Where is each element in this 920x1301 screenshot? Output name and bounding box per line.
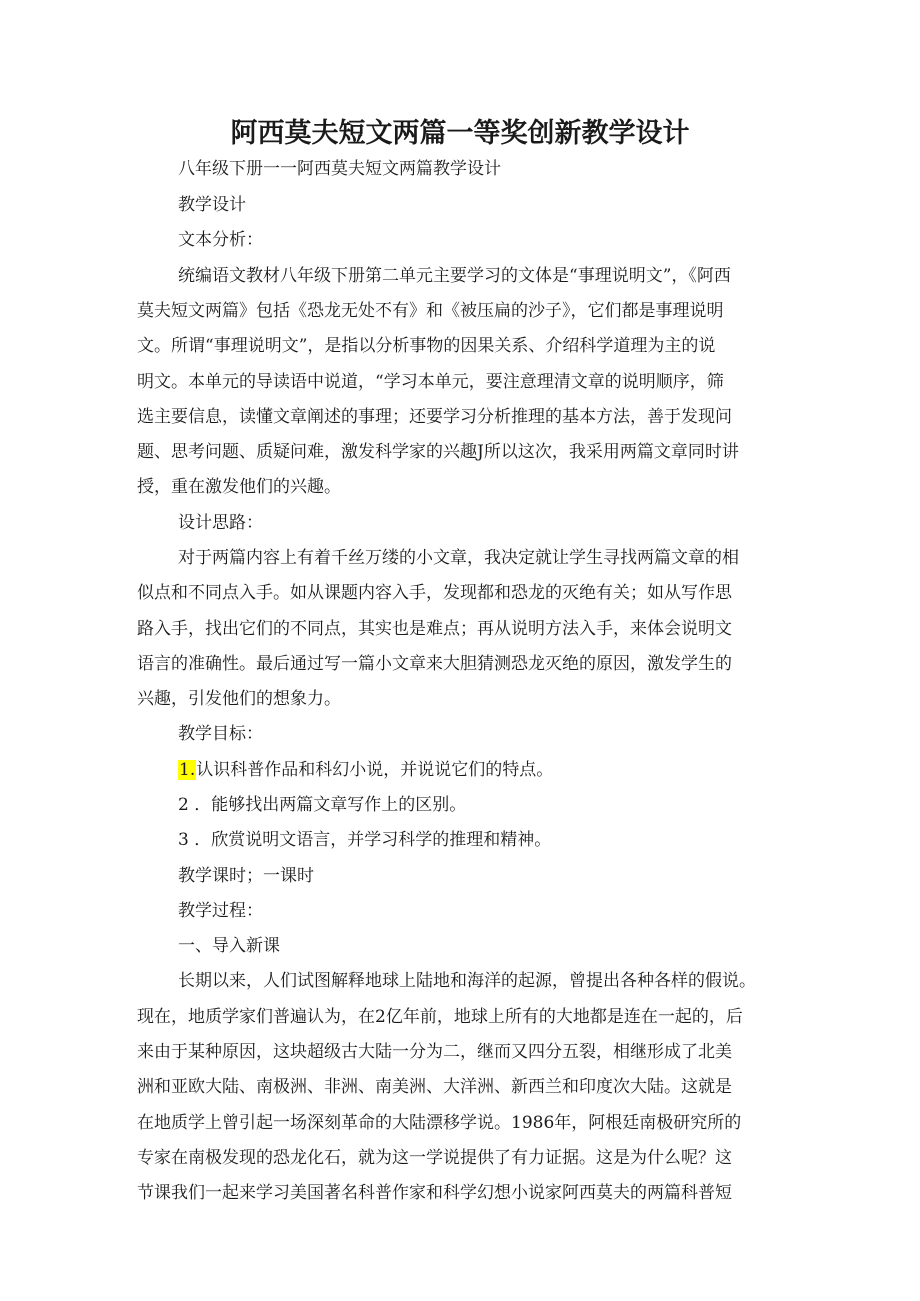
intro-line: 在地质学上曾引起一场深刻革命的大陆漂移学说。1986年，阿根廷南极研究所的 <box>137 1113 742 1133</box>
text-analysis-line: 题、思考问题、质疑问难，激发科学家的兴趣J所以这次，我采用两篇文章同时讲 <box>137 442 739 462</box>
goal-item <box>178 758 553 782</box>
text-analysis-line: 统编语文教材八年级下册第二单元主要学习的文体是“事理说明文”，《阿西 <box>178 266 731 286</box>
goal-text: ．能够找出两篇文章写作上的区别。 <box>194 795 467 815</box>
text-analysis-line: 选主要信息，读懂文章阐述的事理；还要学习分析推理的基本方法，善于发现问 <box>137 407 732 427</box>
goal-item <box>178 828 551 852</box>
intro-heading: 一、导入新课 <box>178 936 280 956</box>
class-hours: 教学课时；一课时 <box>178 866 314 886</box>
text-analysis-heading: 文本分析： <box>178 230 263 250</box>
intro-line: 长期以来，人们试图解释地球上陆地和海洋的起源，曾提出各种各样的假说。 <box>178 971 756 991</box>
text-analysis-line: 莫夫短文两篇》包括《恐龙无处不有》和《被压扁的沙子》，它们都是事理说明 <box>137 301 724 321</box>
intro-line: 现在，地质学家们普遍认为，在2亿年前，地球上所有的大地都是连在一起的，后 <box>137 1007 743 1027</box>
process-heading: 教学过程： <box>178 901 263 921</box>
goal-number: 3 <box>178 830 189 850</box>
goal-item <box>178 793 466 817</box>
design-idea-line: 对于两篇内容上有着千丝万缕的小文章，我决定就让学生寻找两篇文章的相 <box>178 548 739 568</box>
subtitle: 八年级下册一一阿西莫夫短文两篇教学设计 <box>178 159 501 179</box>
goal-text: ．欣赏说明文语言，并学习科学的推理和精神。 <box>194 830 552 850</box>
text-analysis-line: 授，重在激发他们的兴趣。 <box>137 477 341 497</box>
intro-line: 节课我们一起来学习美国著名科普作家和科学幻想小说家阿西莫夫的两篇科普短 <box>137 1183 732 1203</box>
design-idea-heading: 设计思路： <box>178 513 263 533</box>
design-idea-line: 语言的准确性。最后通过写一篇小文章来大胆猜测恐龙灭绝的原因，激发学生的 <box>137 654 732 674</box>
text-analysis-line: 明文。本单元的导读语中说道，“学习本单元，要注意理清文章的说明顺序，筛 <box>137 372 724 392</box>
design-idea-line: 似点和不同点入手。如从课题内容入手，发现都和恐龙的灭绝有关；如从写作思 <box>137 583 732 603</box>
design-idea-line: 兴趣，引发他们的想象力。 <box>137 689 341 709</box>
document-title: 阿西莫夫短文两篇一等奖创新教学设计 <box>230 118 690 149</box>
goal-number: 2 <box>178 795 189 815</box>
intro-line: 专家在南极发现的恐龙化石，就为这一学说提供了有力证据。这是为什么呢？这 <box>137 1148 732 1168</box>
design-idea-line: 路入手，找出它们的不同点，其实也是难点；再从说明方法入手，来体会说明文 <box>137 619 732 639</box>
text-analysis-line: 文。所谓“事理说明文”，是指以分析事物的因果关系、介绍科学道理为主的说 <box>137 336 716 356</box>
goals-heading: 教学目标： <box>178 724 263 744</box>
goal-text: 认识科普作品和科幻小说，并说说它们的特点。 <box>196 760 554 780</box>
section-design-heading: 教学设计 <box>178 195 246 215</box>
intro-line: 洲和亚欧大陆、南极洲、非洲、南美洲、大洋洲、新西兰和印度次大陆。这就是 <box>137 1077 732 1097</box>
goal-number-highlighted: 1. <box>179 760 196 780</box>
intro-line: 来由于某种原因，这块超级古大陆一分为二，继而又四分五裂，相继形成了北美 <box>137 1042 732 1062</box>
